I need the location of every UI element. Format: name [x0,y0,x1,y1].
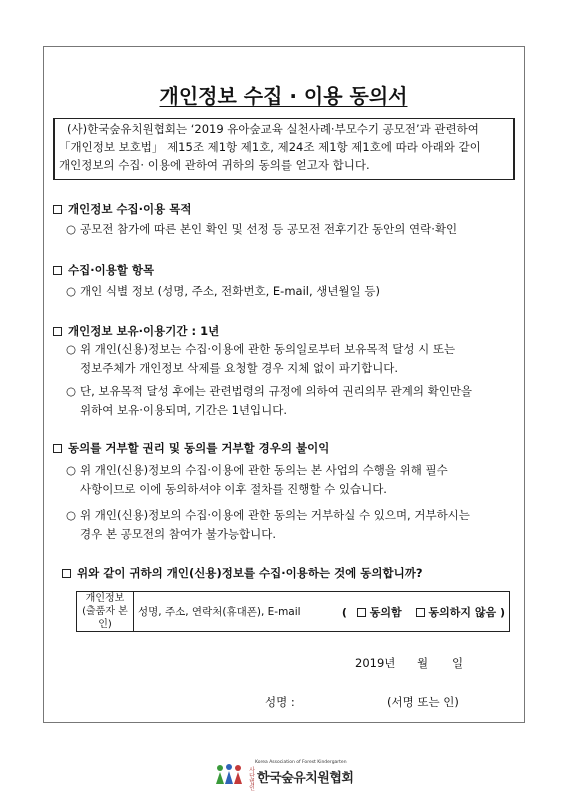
date-year: 2019년 [355,656,396,670]
section-heading-items: 수집·이용할 항목 [53,262,154,278]
list-item: ○ 위 개인(신용)정보의 수집·이용에 관한 동의는 거부하실 수 있으며, 거부하시는 경우 본 공모전의 참여가 불가능합니다. [66,508,470,541]
consent-table [76,591,510,632]
logo-name: 한국숲유치원협회 [257,771,354,786]
list-item: ○ 개인 식별 정보 (성명, 주소, 전화번호, E-mail, 생년월일 등) [66,282,380,301]
disagree-label: 동의하지 않음 [428,605,497,619]
consent-question: 위와 같이 귀하의 개인(신용)정보를 수집·이용하는 것에 동의합니까? [62,565,423,581]
consent-options: ( 동의함 동의하지 않음 ) [341,605,505,619]
circle-bullet-icon: ○ [66,463,77,477]
logo-prefix: 사단법인 [249,767,255,792]
checkbox-icon [53,205,62,214]
date-month: 월 [417,656,429,670]
consent-checkbox[interactable] [62,569,71,578]
organization-logo [214,760,374,792]
intro-line: (사)한국숲유치원협회는 ‘2019 유아숲교육 실천사례·부모수기 공모전’과 관련하여 [67,122,479,136]
consent-fields: 성명, 주소, 연락처(휴대폰), E-mail [138,605,301,618]
checkbox-icon [53,327,62,336]
list-item: ○ 공모전 참가에 따른 본인 확인 및 선정 등 공모전 전후기간 동안의 연락·확인 [66,220,457,239]
list-item: ○ 위 개인(신용)정보는 수집·이용에 관한 동의일로부터 보유목적 달성 시 또는 정보주체가 개인정보 삭제를 요청할 경우 지체 없이 파기합니다. [66,342,456,375]
circle-bullet-icon: ○ [66,284,77,298]
forest-children-icon [214,763,244,785]
list-item: ○ 단, 보유목적 달성 후에는 관련법령의 규정에 의하여 권리의무 관계의 확인만을 위하여 보유·이용되며, 기간은 1년입니다. [66,384,473,417]
circle-bullet-icon: ○ [66,508,77,522]
signature-label: 성명 : [265,695,295,709]
agree-label: 동의함 [369,605,402,619]
checkbox-icon [53,444,62,453]
intro-line: 개인정보의 수집· 이용에 관하여 귀하의 동의를 얻고자 합니다. [59,158,370,172]
circle-bullet-icon: ○ [66,222,77,236]
disagree-checkbox[interactable] [416,608,425,617]
circle-bullet-icon: ○ [66,342,77,356]
intro-box [53,118,515,180]
section-heading-purpose: 개인정보 수집·이용 목적 [53,201,191,217]
checkbox-icon [53,266,62,275]
date-day: 일 [452,656,464,670]
logo-english-name: Korea Association of Forest Kindergarten [255,760,347,765]
signature-hint: (서명 또는 인) [387,695,459,709]
consent-fields-cell [134,592,510,632]
list-item: ○ 위 개인(신용)정보의 수집·이용에 관한 동의는 본 사업의 수행을 위해 필수 사항이므로 이에 동의하셔야 이후 절차를 진행할 수 있습니다. [66,463,448,496]
document-title: 개인정보 수집 · 이용 동의서 [159,84,408,108]
section-heading-refusal: 동의를 거부할 권리 및 동의를 거부할 경우의 불이익 [53,440,329,456]
circle-bullet-icon: ○ [66,384,77,398]
intro-line: 「개인정보 보호법」 제15조 제1항 제1호, 제24조 제1항 제1호에 따라 아래와 같이 [59,140,481,154]
consent-label: 개인정보 (출품자 본인) [77,592,134,632]
agree-checkbox[interactable] [357,608,366,617]
section-heading-retention: 개인정보 보유·이용기간 : 1년 [53,323,219,339]
